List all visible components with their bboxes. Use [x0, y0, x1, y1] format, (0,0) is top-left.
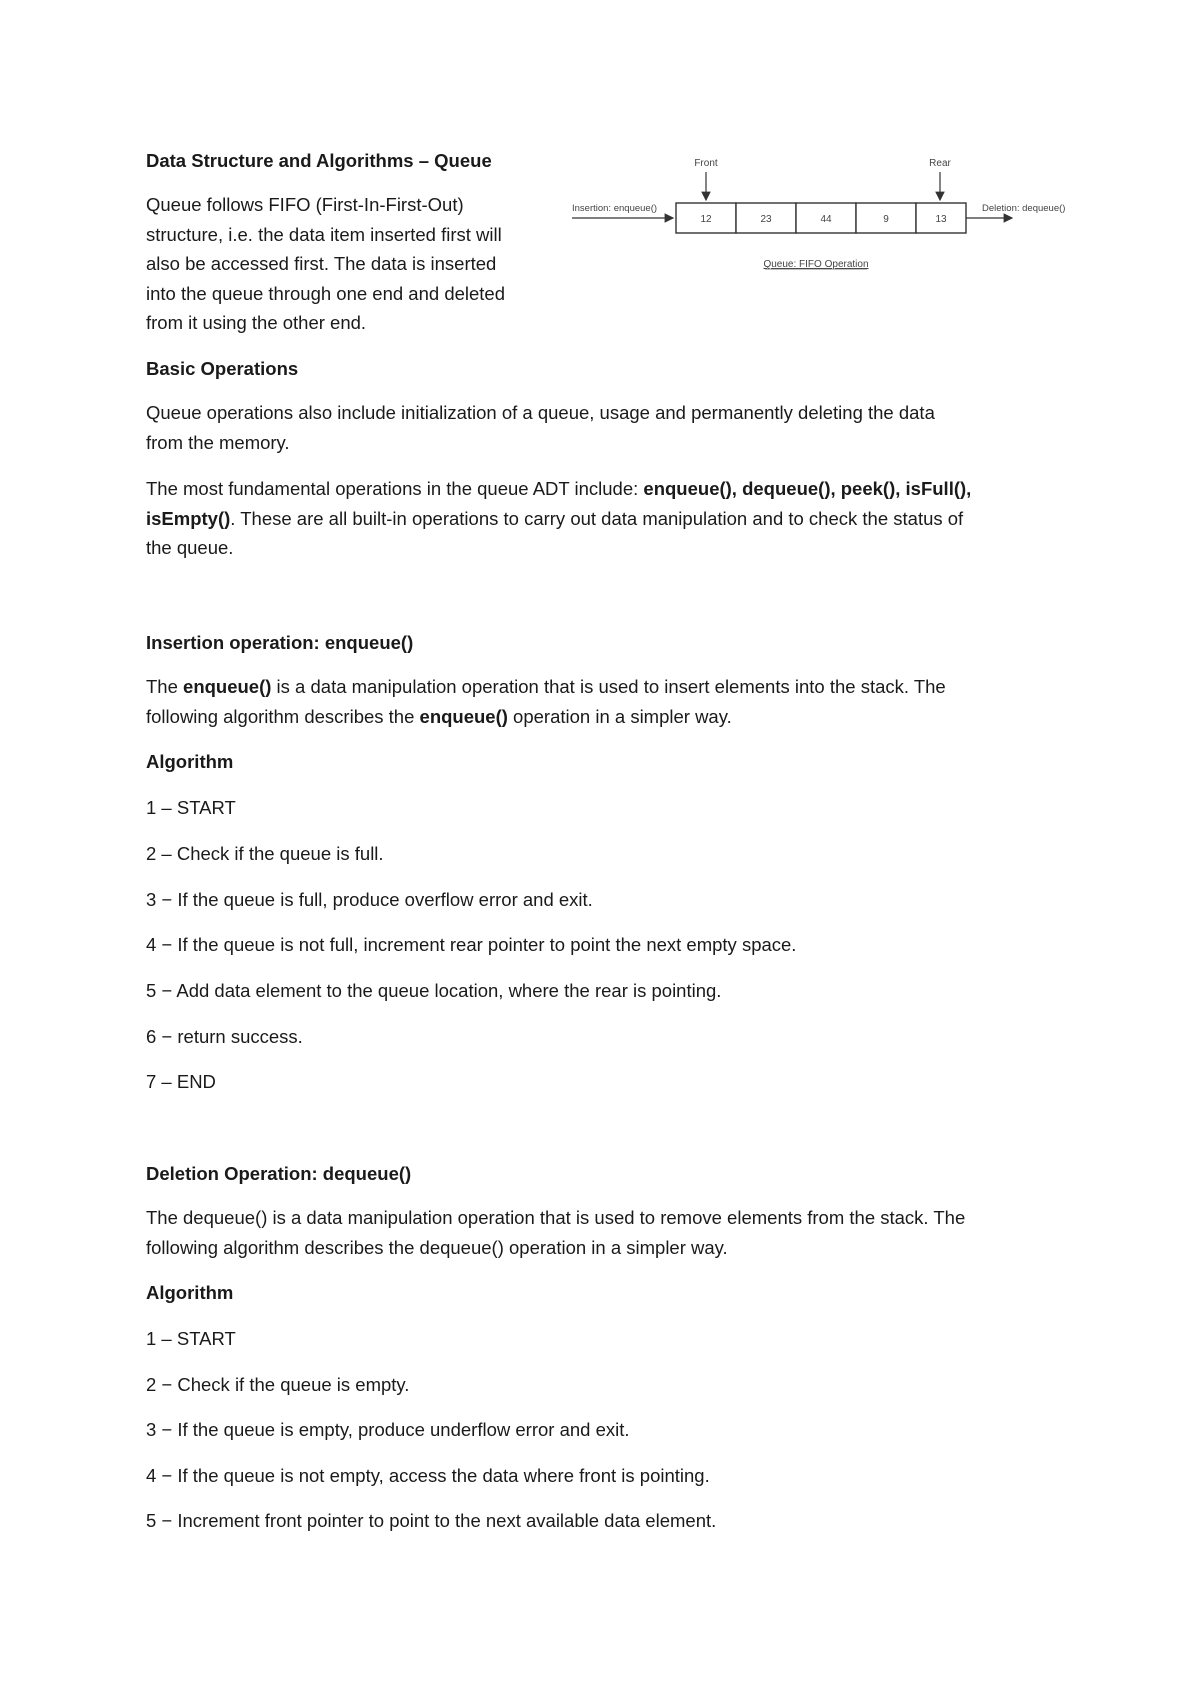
algorithm-step: 2 − Check if the queue is empty. — [146, 1374, 410, 1395]
algorithm-step: 2 – Check if the queue is full. — [146, 843, 384, 864]
intro-line: structure, i.e. the data item inserted first will — [146, 223, 502, 245]
paragraph-line — [146, 474, 971, 504]
text-run: . These are all built-in operations to carry out data manipulation and to check the status of — [230, 507, 964, 529]
algorithm-step: 3 − If the queue is empty, produce underflow error and exit. — [146, 1419, 630, 1440]
queue-cell-value: 23 — [760, 214, 772, 225]
queue-cell-value: 12 — [700, 214, 712, 225]
queue-cell-value: 13 — [935, 214, 947, 225]
basic-operations-heading: Basic Operations — [146, 358, 299, 379]
diagram-caption: Queue: FIFO Operation — [763, 259, 869, 270]
queue-cell-value: 9 — [883, 214, 889, 225]
paragraph-line: the queue. — [146, 537, 234, 558]
operations-list: enqueue(), dequeue(), peek(), isFull(), — [643, 478, 972, 499]
paragraph-line: The dequeue() is a data manipulation operation that is used to remove elements from the stack. The — [146, 1207, 966, 1228]
basic-ops-paragraph-1 — [146, 398, 935, 457]
algorithm-step: 3 − If the queue is full, produce overflow error and exit. — [146, 889, 593, 910]
intro-line: also be accessed first. The data is inserted — [146, 253, 497, 274]
paragraph-line — [146, 702, 946, 732]
deletion-paragraph — [146, 1203, 965, 1262]
insertion-algorithm-heading: Algorithm — [146, 751, 234, 772]
algorithm-step: 5 − Add data element to the queue location, where the rear is pointing. — [146, 980, 722, 1001]
queue-diagram-svg — [560, 150, 1080, 280]
front-label: Front — [694, 158, 718, 169]
basic-ops-paragraph-2 — [146, 474, 971, 563]
enqueue-term: enqueue() — [183, 676, 272, 697]
text-run: The most fundamental operations in the queue ADT include: — [146, 478, 644, 499]
intro-line: Queue follows FIFO (First-In-First-Out) — [146, 194, 464, 215]
algorithm-step: 5 − Increment front pointer to point to the next available data element. — [146, 1510, 717, 1531]
paragraph-line: from the memory. — [146, 431, 290, 453]
isempty-op: isEmpty() — [146, 507, 231, 529]
insertion-label: Insertion: enqueue() — [572, 203, 658, 214]
insertion-heading: Insertion operation: enqueue() — [146, 632, 414, 653]
insertion-paragraph — [146, 672, 946, 731]
queue-cell-value: 44 — [820, 214, 832, 225]
intro-line: into the queue through one end and deleted — [146, 282, 506, 304]
rear-label: Rear — [929, 158, 951, 169]
deletion-label: Deletion: dequeue() — [982, 203, 1066, 214]
paragraph-line: Queue operations also include initialization of a queue, usage and permanently deleting the data — [146, 402, 935, 423]
algorithm-step: 6 − return success. — [146, 1026, 303, 1047]
algorithm-step: 1 – START — [146, 797, 236, 818]
algorithm-step: 1 – START — [146, 1328, 236, 1349]
deletion-algorithm-heading: Algorithm — [146, 1282, 234, 1303]
enqueue-term: enqueue() — [419, 705, 508, 727]
document-title: Data Structure and Algorithms – Queue — [146, 150, 492, 171]
intro-line: from it using the other end. — [146, 312, 367, 333]
paragraph-line — [146, 672, 946, 702]
algorithm-step: 7 – END — [146, 1071, 216, 1092]
text-run: following algorithm describes the — [146, 705, 420, 727]
paragraph-line: following algorithm describes the dequeue() operation in a simpler way. — [146, 1236, 728, 1258]
algorithm-step: 4 − If the queue is not empty, access the data where front is pointing. — [146, 1465, 710, 1486]
text-run: operation in a simpler way. — [507, 705, 732, 727]
paragraph-line — [146, 504, 971, 534]
algorithm-step: 4 − If the queue is not full, increment rear pointer to point the next empty space. — [146, 934, 797, 955]
text-run: is a data manipulation operation that is used to insert elements into the stack. The — [271, 676, 946, 697]
queue-fifo-diagram — [560, 150, 1080, 280]
intro-paragraph — [146, 190, 566, 338]
deletion-heading: Deletion Operation: dequeue() — [146, 1163, 412, 1184]
text-run: The — [146, 676, 184, 697]
